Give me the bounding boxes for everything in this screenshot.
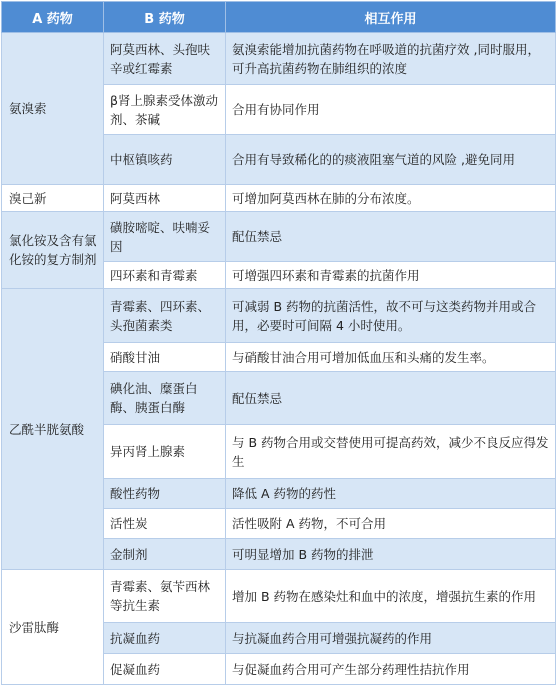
b-drug-cell: 磺胺嘧啶、呋喃妥因 bbox=[104, 212, 226, 262]
header-interaction: 相互作用 bbox=[226, 2, 556, 33]
interaction-cell: 可明显增加 B 药物的排泄 bbox=[226, 539, 556, 570]
interaction-cell: 与 B 药物合用或交替使用可提高药效，减少不良反应得发生 bbox=[226, 425, 556, 479]
header-b-drug: B 药物 bbox=[104, 2, 226, 33]
b-drug-cell: 四环素和青霉素 bbox=[104, 262, 226, 289]
a-drug-cell: 乙酰半胱氨酸 bbox=[2, 289, 104, 570]
drug-interaction-table bbox=[1, 1, 556, 685]
b-drug-cell: 促凝血药 bbox=[104, 654, 226, 685]
interaction-cell: 配伍禁忌 bbox=[226, 212, 556, 262]
table-row bbox=[2, 570, 556, 623]
interaction-cell: 降低 A 药物的药性 bbox=[226, 479, 556, 509]
interaction-cell: 与促凝血药合用可产生部分药理性拮抗作用 bbox=[226, 654, 556, 685]
interaction-cell: 与硝酸甘油合用可增加低血压和头痛的发生率。 bbox=[226, 343, 556, 372]
b-drug-cell: 青霉素、四环素、头孢菌素类 bbox=[104, 289, 226, 343]
b-drug-cell: 硝酸甘油 bbox=[104, 343, 226, 372]
b-drug-cell: 阿莫西林 bbox=[104, 185, 226, 212]
b-drug-cell: 碘化油、糜蛋白酶、胰蛋白酶 bbox=[104, 372, 226, 425]
table-header-row bbox=[2, 2, 556, 33]
interaction-cell: 可减弱 B 药物的抗菌活性，故不可与这类药物并用或合用，必要时可间隔 4 小时使用。 bbox=[226, 289, 556, 343]
b-drug-cell: 阿莫西林、头孢呋辛或红霉素 bbox=[104, 33, 226, 85]
table-row bbox=[2, 212, 556, 262]
interaction-cell: 合用有协同作用 bbox=[226, 85, 556, 135]
table-row bbox=[2, 289, 556, 343]
interaction-cell: 增加 B 药物在感染灶和血中的浓度，增强抗生素的作用 bbox=[226, 570, 556, 623]
b-drug-cell: 青霉素、氨苄西林等抗生素 bbox=[104, 570, 226, 623]
header-a-drug: A 药物 bbox=[2, 2, 104, 33]
b-drug-cell: 酸性药物 bbox=[104, 479, 226, 509]
table-row bbox=[2, 33, 556, 85]
a-drug-cell: 溴己新 bbox=[2, 185, 104, 212]
b-drug-cell: 异丙肾上腺素 bbox=[104, 425, 226, 479]
interaction-cell: 可增强四环素和青霉素的抗菌作用 bbox=[226, 262, 556, 289]
b-drug-cell: β肾上腺素受体激动剂、茶碱 bbox=[104, 85, 226, 135]
a-drug-cell: 氯化铵及含有氯化铵的复方制剂 bbox=[2, 212, 104, 289]
table-row bbox=[2, 185, 556, 212]
interaction-cell: 活性吸附 A 药物，不可合用 bbox=[226, 509, 556, 539]
b-drug-cell: 活性炭 bbox=[104, 509, 226, 539]
interaction-cell: 可增加阿莫西林在肺的分布浓度。 bbox=[226, 185, 556, 212]
interaction-cell: 配伍禁忌 bbox=[226, 372, 556, 425]
a-drug-cell: 沙雷肽酶 bbox=[2, 570, 104, 685]
b-drug-cell: 金制剂 bbox=[104, 539, 226, 570]
interaction-cell: 氨溴索能增加抗菌药物在呼吸道的抗菌疗效 ,同时服用，可升高抗菌药物在肺组织的浓度 bbox=[226, 33, 556, 85]
b-drug-cell: 抗凝血药 bbox=[104, 623, 226, 654]
interaction-cell: 合用有导致稀化的的痰液阻塞气道的风险 ,避免同用 bbox=[226, 135, 556, 185]
b-drug-cell: 中枢镇咳药 bbox=[104, 135, 226, 185]
interaction-cell: 与抗凝血药合用可增强抗凝药的作用 bbox=[226, 623, 556, 654]
a-drug-cell: 氨溴索 bbox=[2, 33, 104, 185]
